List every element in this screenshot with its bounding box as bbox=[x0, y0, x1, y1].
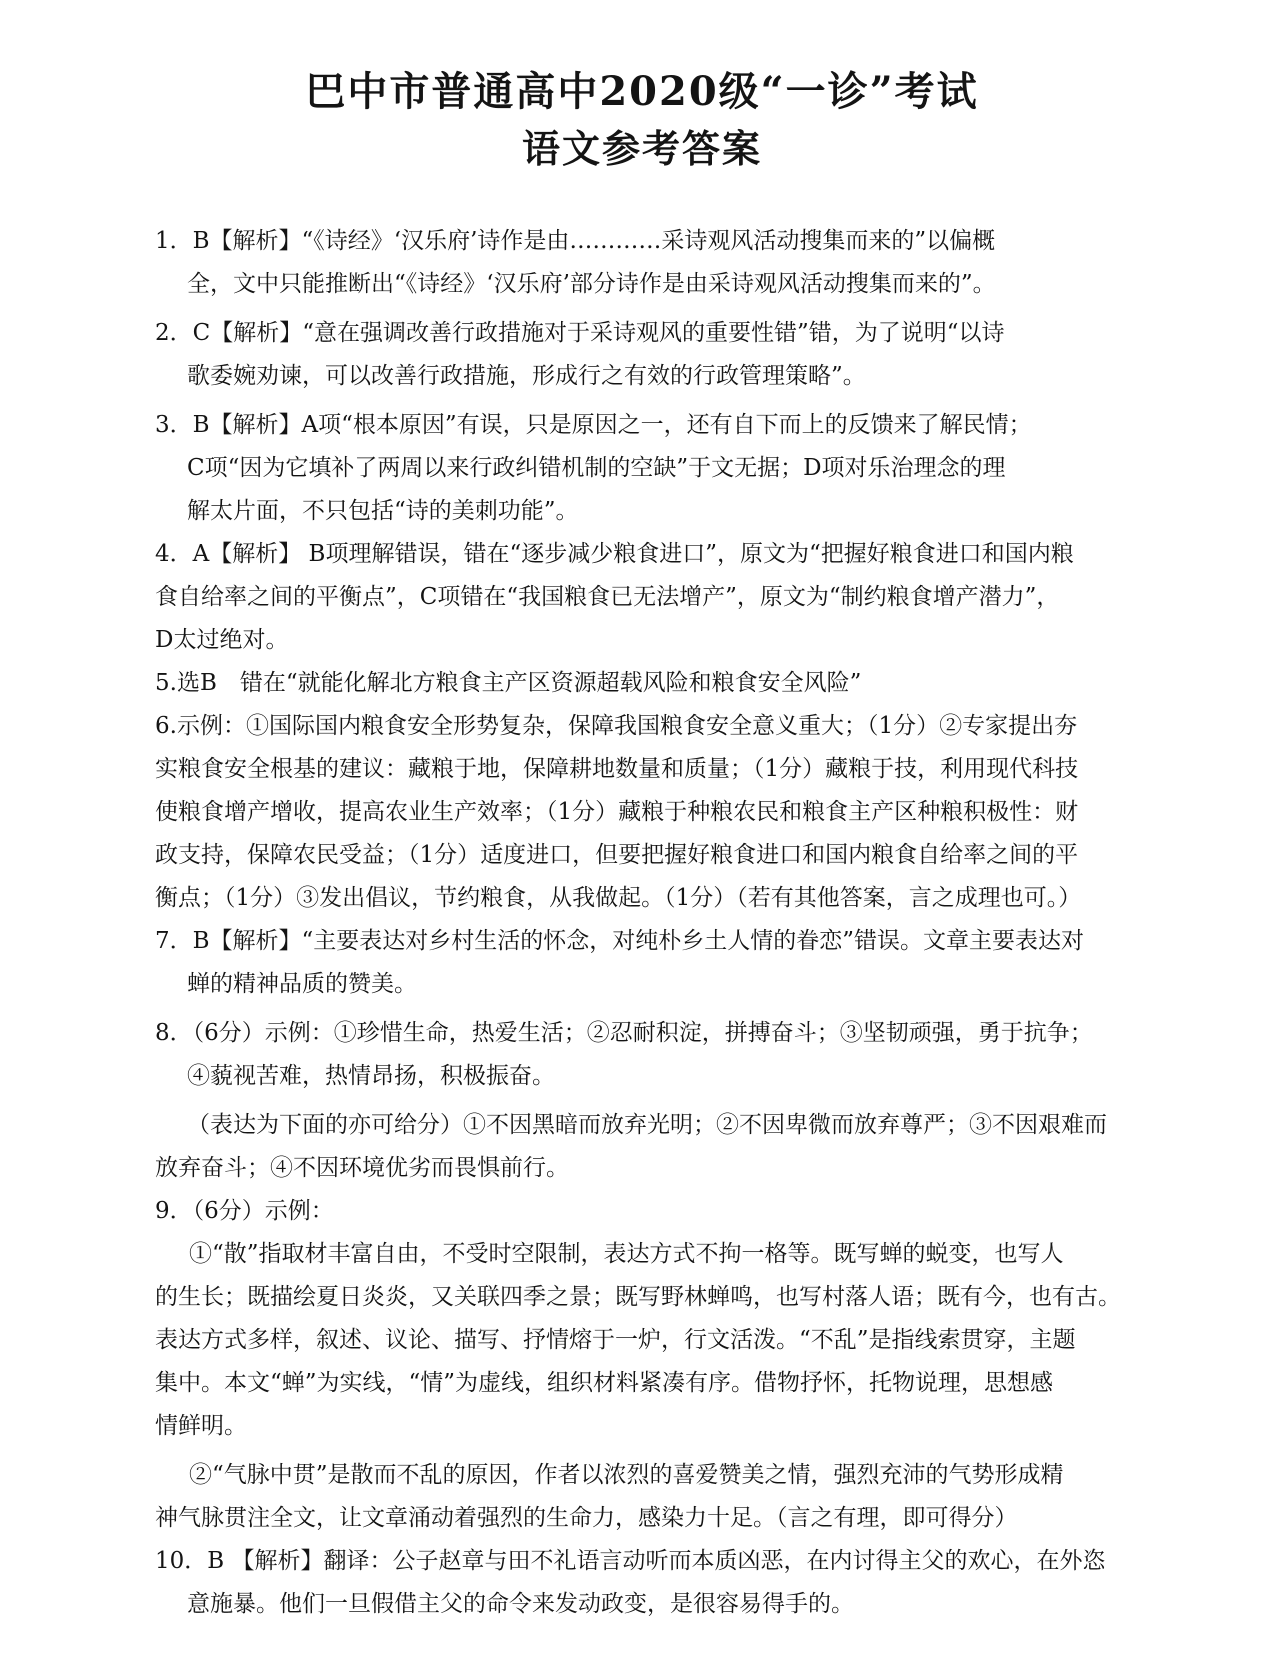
answer-8-line-4: 放弃奋斗；④不因环境优劣而畏惧前行。 bbox=[155, 1155, 569, 1181]
answer-4-line-1: 4．A【解析】 B项理解错误，错在“逐步减少粮食进口”，原文为“把握好粮食进口和国内粮 bbox=[155, 541, 1074, 567]
answer-7-line-1: 7．B【解析】“主要表达对乡村生活的怀念，对纯朴乡土人情的眷恋”错误。文章主要表达对 bbox=[155, 928, 1085, 954]
answer-6-line-2: 实粮食安全根基的建议：藏粮于地，保障耕地数量和质量；（1分）藏粮于技，利用现代科技 bbox=[155, 756, 1079, 782]
answer-6-line-3: 使粮食增产增收，提高农业生产效率；（1分）藏粮于种粮农民和粮食主产区种粮积极性：财 bbox=[155, 799, 1079, 825]
answer-8-line-1: 8．（6分）示例：①珍惜生命，热爱生活；②忍耐积淀，拼搏奋斗；③坚韧顽强，勇于抗争； bbox=[155, 1020, 1093, 1046]
page-subtitle: 语文参考答案 bbox=[521, 126, 762, 171]
answer-9-line-5: 集中。本文“蝉”为实线，“情”为虚线，组织材料紧凑有序。借物抒怀，托物说理，思想感 bbox=[155, 1370, 1054, 1396]
answer-3-line-3: 解太片面，不只包括“诗的美刺功能”。 bbox=[187, 498, 579, 524]
answer-8-line-3: （表达为下面的亦可给分）①不因黑暗而放弃光明；②不因卑微而放弃尊严；③不因艰难而 bbox=[187, 1112, 1107, 1138]
answer-9-line-8: 神气脉贯注全文，让文章涌动着强烈的生命力，感染力十足。（言之有理，即可得分） bbox=[155, 1505, 1018, 1531]
answer-1-line-2: 全，文中只能推断出“《诗经》‘汉乐府’部分诗作是由采诗观风活动搜集而来的”。 bbox=[187, 271, 996, 297]
answer-10-line-2: 意施暴。他们一旦假借主父的命令来发动政变，是很容易得手的。 bbox=[187, 1591, 854, 1617]
answer-4-line-2: 食自给率之间的平衡点”，C项错在“我国粮食已无法增产”，原文为“制约粮食增产潜力”， bbox=[155, 584, 1060, 610]
answer-6-line-5: 衡点；（1分）③发出倡议，节约粮食，从我做起。（1分）（若有其他答案，言之成理也可。） bbox=[155, 885, 1082, 911]
answer-8-line-2: ④藐视苦难，热情昂扬，积极振奋。 bbox=[187, 1063, 555, 1089]
answer-9-line-2: ①“散”指取材丰富自由，不受时空限制，表达方式不拘一格等。既写蝉的蜕变，也写人 bbox=[189, 1241, 1064, 1267]
answer-3-line-2: C项“因为它填补了两周以来行政纠错机制的空缺”于文无据；D项对乐治理念的理 bbox=[187, 455, 1006, 481]
page-title: 巴中市普通高中2020级“一诊”考试 bbox=[305, 68, 979, 115]
answer-body bbox=[155, 220, 1135, 1626]
answer-2-line-2: 歌委婉劝谏，可以改善行政措施，形成行之有效的行政管理策略”。 bbox=[187, 363, 866, 389]
answer-5-line-1: 5.选B 错在“就能化解北方粮食主产区资源超载风险和粮食安全风险” bbox=[155, 670, 862, 696]
answer-9-line-4: 表达方式多样，叙述、议论、描写、抒情熔于一炉，行文活泼。“不乱”是指线索贯穿，主题 bbox=[155, 1327, 1076, 1353]
answer-9-line-1: 9．（6分）示例： bbox=[155, 1198, 334, 1224]
answer-7-line-2: 蝉的精神品质的赞美。 bbox=[187, 971, 417, 997]
answer-10-line-1: 10．B 【解析】翻译：公子赵章与田不礼语言动听而本质凶恶，在内讨得主父的欢心，在外恣 bbox=[155, 1548, 1106, 1574]
answer-4-line-3: D太过绝对。 bbox=[155, 627, 289, 653]
answer-9-line-3: 的生长；既描绘夏日炎炎，又关联四季之景；既写野林蝉鸣，也写村落人语；既有今，也有古。 bbox=[155, 1284, 1121, 1310]
answer-1-line-1: 1．B【解析】“《诗经》‘汉乐府’诗作是由…………采诗观风活动搜集而来的”以偏概 bbox=[155, 228, 996, 254]
answer-2-line-1: 2．C【解析】“意在强调改善行政措施对于采诗观风的重要性错”错，为了说明“以诗 bbox=[155, 320, 1005, 346]
answer-9-line-7: ②“气脉中贯”是散而不乱的原因，作者以浓烈的喜爱赞美之情，强烈充沛的气势形成精 bbox=[189, 1462, 1064, 1488]
answer-6-line-4: 政支持，保障农民受益；（1分）适度进口，但要把握好粮食进口和国内粮食自给率之间的平 bbox=[155, 842, 1079, 868]
answer-6-line-1: 6.示例：①国际国内粮食安全形势复杂，保障我国粮食安全意义重大；（1分）②专家提出夯 bbox=[155, 713, 1078, 739]
answer-3-line-1: 3．B【解析】A项“根本原因”有误，只是原因之一，还有自下而上的反馈来了解民情； bbox=[155, 412, 1032, 438]
answer-9-line-6: 情鲜明。 bbox=[155, 1413, 247, 1439]
